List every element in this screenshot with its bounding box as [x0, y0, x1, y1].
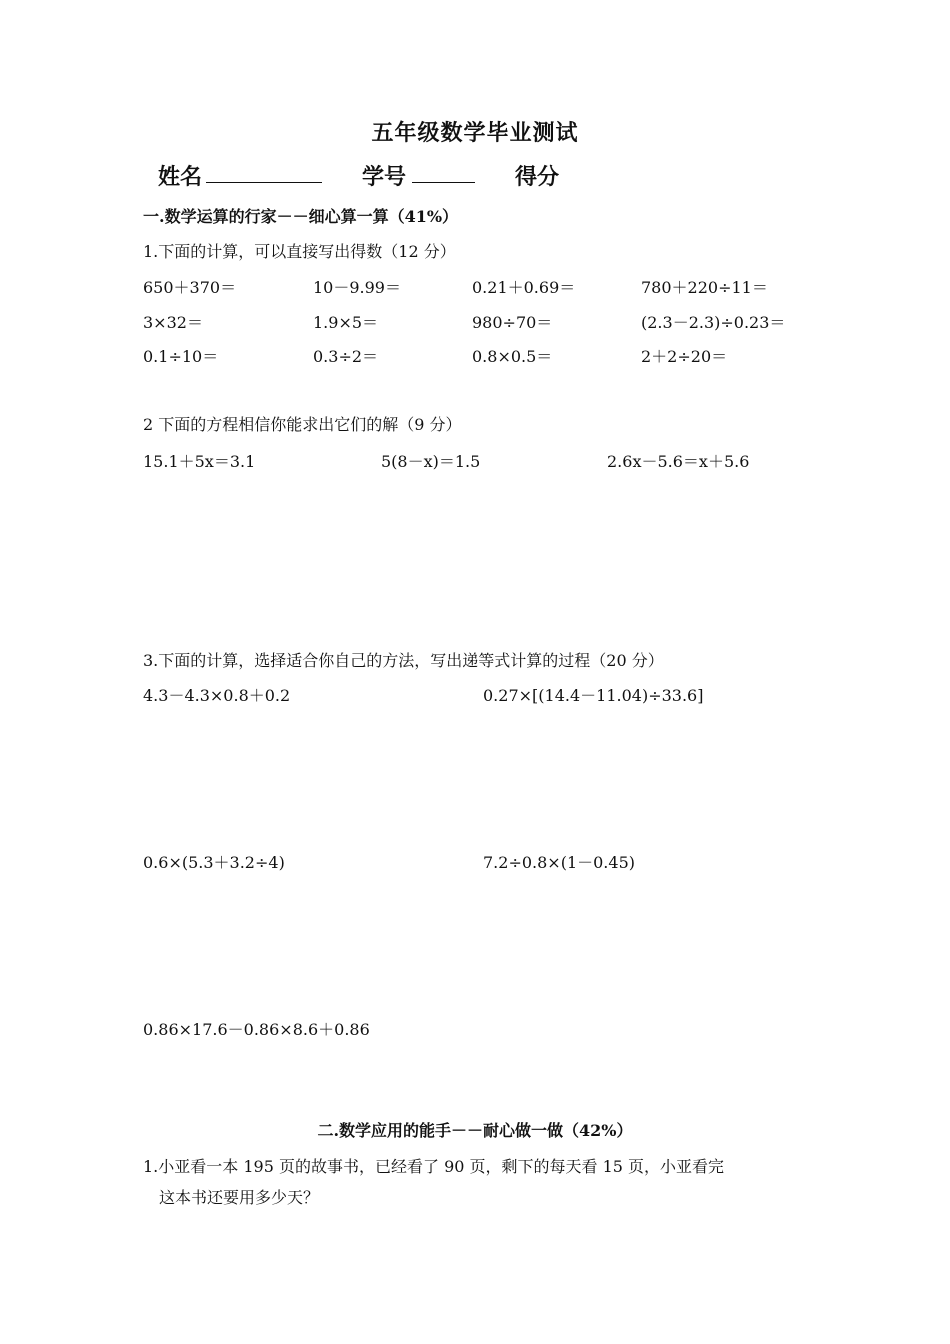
section-1-heading: 一.数学运算的行家－－细心算一算（41%）: [143, 207, 459, 226]
score-label: 得分: [515, 164, 560, 190]
calc-item: 980÷70＝: [472, 313, 553, 332]
calc-item: 780＋220÷11＝: [641, 278, 768, 297]
expression-item: 7.2÷0.8×(1－0.45): [483, 853, 635, 872]
name-label: 姓名: [158, 164, 203, 190]
name-blank[interactable]: [206, 162, 322, 183]
page-title: 五年级数学毕业测试: [371, 120, 579, 146]
equation-item: 2.6x－5.6＝x＋5.6: [607, 452, 750, 471]
equation-item: 5(8－x)＝1.5: [381, 452, 481, 471]
calc-item: 0.8×0.5＝: [472, 347, 553, 366]
student-id-label: 学号: [362, 164, 407, 190]
question-2-prompt: 2 下面的方程相信你能求出它们的解（9 分）: [143, 415, 462, 434]
expression-item: 4.3－4.3×0.8＋0.2: [143, 686, 291, 705]
calc-item: 2＋2÷20＝: [641, 347, 728, 366]
word-problem-line: 这本书还要用多少天？: [159, 1188, 320, 1207]
calc-item: 3×32＝: [143, 313, 203, 332]
calc-item: 10－9.99＝: [313, 278, 401, 297]
calc-item: 1.9×5＝: [313, 313, 379, 332]
calc-item: 0.21＋0.69＝: [472, 278, 576, 297]
student-id-blank[interactable]: [412, 162, 475, 183]
question-3-prompt: 3.下面的计算，选择适合你自己的方法，写出递等式计算的过程（20 分）: [143, 651, 664, 670]
expression-item: 0.86×17.6－0.86×8.6＋0.86: [143, 1020, 370, 1039]
calc-item: 0.1÷10＝: [143, 347, 219, 366]
expression-item: 0.27×[(14.4－11.04)÷33.6]: [483, 686, 704, 705]
calc-item: (2.3－2.3)÷0.23＝: [641, 313, 786, 332]
section-2-heading: 二.数学应用的能手－－耐心做一做（42%）: [317, 1121, 633, 1140]
calc-item: 650＋370＝: [143, 278, 237, 297]
equation-item: 15.1＋5x＝3.1: [143, 452, 256, 471]
question-1-prompt: 1.下面的计算，可以直接写出得数（12 分）: [143, 242, 456, 261]
calc-item: 0.3÷2＝: [313, 347, 379, 366]
expression-item: 0.6×(5.3＋3.2÷4): [143, 853, 285, 872]
word-problem-line: 1.小亚看一本 195 页的故事书，已经看了 90 页，剩下的每天看 15 页，小亚看完: [143, 1157, 725, 1176]
